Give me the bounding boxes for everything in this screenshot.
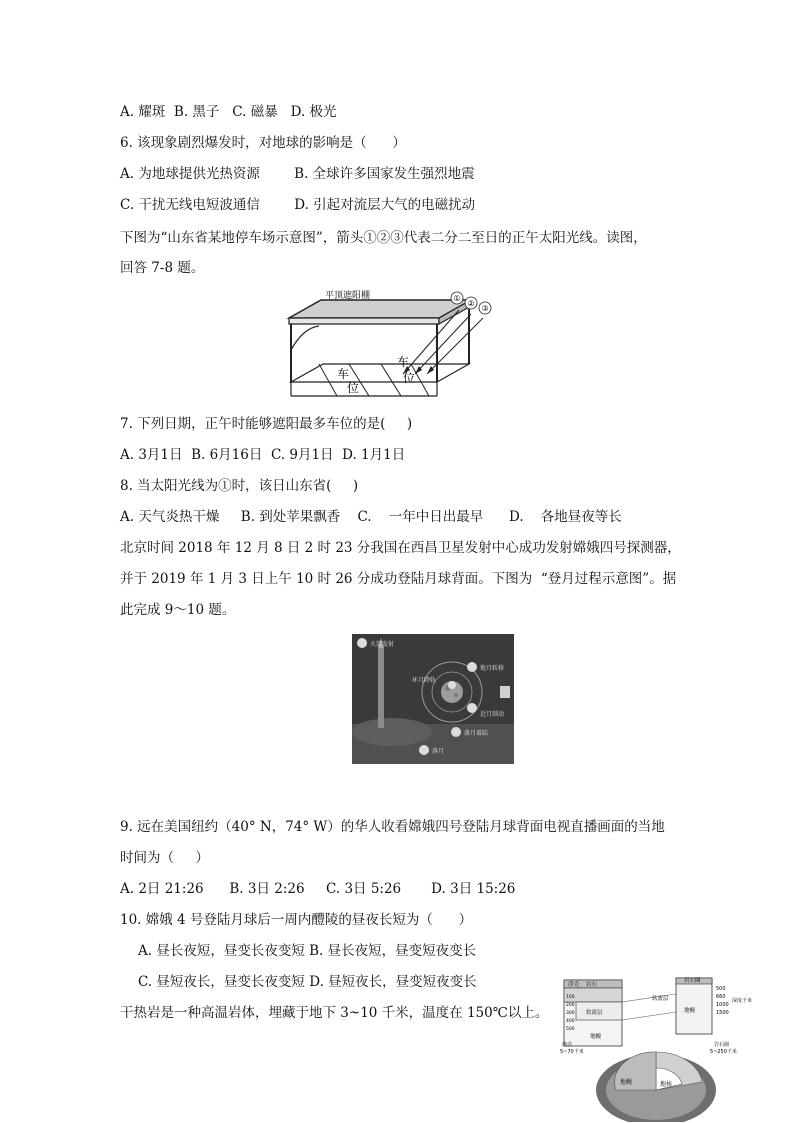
q10-stem: 10. 嫦娥 4 号登陆月球后一周内醴陵的昼夜长短为（ ） bbox=[120, 912, 473, 928]
intro-9-10-line2: 并于 2019 年 1 月 3 日上午 10 时 26 分成功登陆月球背面。下图为 “登月过程示意图”。据 bbox=[120, 571, 677, 587]
earth-rock-top: 岩石 bbox=[586, 982, 598, 988]
q9-stem-line1: 9. 远在美国纽约（40° N，74° W）的华人收看嫦娥四号登陆月球背面电视直播画面的当地 bbox=[120, 819, 665, 835]
moon-step5: 落月着陆 bbox=[464, 730, 489, 737]
left-val-2: 300 bbox=[566, 1011, 575, 1016]
earth-lith-label: 岩石圈 bbox=[684, 978, 701, 984]
roof-label: 平顶遮阳棚 bbox=[325, 291, 371, 301]
earth-asth-2: 软流层 bbox=[586, 1010, 603, 1016]
q7-stem: 7. 下列日期，正午时能够遮阳最多车位的是( ) bbox=[120, 416, 413, 432]
crust-note-1: 地壳 bbox=[562, 1042, 573, 1048]
moon-step4: 近月制动 bbox=[480, 711, 505, 718]
arrow-label-3: ③ bbox=[481, 304, 489, 313]
sphere-core: 地核 bbox=[660, 1081, 673, 1088]
moon-step1: 火箭发射 bbox=[370, 641, 395, 648]
depth-label: 深度千米 bbox=[732, 998, 753, 1004]
q6-options-cd: C. 干扰无线电短波通信 D. 引起对流层大气的电磁扰动 bbox=[120, 197, 476, 213]
hot-dry-rock-text: 干热岩是一种高温岩体，埋藏于地下 3~10 千米，温度在 150℃以上。 bbox=[120, 1005, 549, 1021]
earth-crust-top: 浮壳 bbox=[568, 982, 580, 988]
intro-7-8-line2: 回答 7-8 题。 bbox=[120, 260, 205, 276]
left-val-1: 200 bbox=[566, 1003, 575, 1008]
lith-note-1: 岩石圈 bbox=[714, 1042, 730, 1048]
left-val-4: 500 bbox=[566, 1027, 575, 1032]
slot-label-b2: 位 bbox=[403, 371, 416, 385]
q10-options-ab: A. 昼长夜短，昼变长夜变短 B. 昼长夜短，昼变短夜变长 bbox=[138, 943, 477, 959]
moon-step6: 落月 bbox=[432, 748, 445, 755]
left-val-3: 400 bbox=[566, 1019, 575, 1024]
depth-val-2: 1000 bbox=[716, 1002, 729, 1008]
arrow-label-1: ① bbox=[453, 294, 461, 303]
q7-options: A. 3月1日 B. 6月16日 C. 9月1日 D. 1月1日 bbox=[120, 447, 406, 463]
intro-7-8-line1: 下图为“山东省某地停车场示意图”，箭头①②③代表二分二至日的正午太阳光线。读图， bbox=[120, 230, 647, 246]
left-val-0: 100 bbox=[566, 995, 575, 1000]
slot-label-a2: 车 bbox=[397, 355, 410, 369]
depth-val-1: 660 bbox=[716, 994, 726, 1000]
arrow-label-2: ② bbox=[467, 299, 475, 308]
moon-step3: 地月转移 bbox=[480, 665, 505, 672]
q6-options-ab: A. 为地球提供光热资源 B. 全球许多国家发生强烈地震 bbox=[120, 166, 475, 182]
earth-asth: 软流层 bbox=[652, 996, 669, 1002]
lith-note-2: 5~250千米 bbox=[710, 1049, 737, 1055]
slot-label-b1: 位 bbox=[347, 381, 360, 395]
slot-label-a1: 车 bbox=[337, 367, 350, 381]
parking-lot-figure bbox=[285, 290, 505, 402]
q9-options: A. 2日 21:26 B. 3日 2:26 C. 3日 5:26 D. 3日 15:26 bbox=[120, 881, 516, 897]
q6-stem: 6. 该现象剧烈爆发时，对地球的影响是（ ） bbox=[120, 135, 406, 151]
depth-val-3: 1500 bbox=[716, 1010, 729, 1016]
q8-options: A. 天气炎热干燥 B. 到处苹果飘香 C. 一年中日出最早 D. 各地昼夜等长 bbox=[120, 509, 622, 525]
intro-9-10-line1: 北京时间 2018 年 12 月 8 日 2 时 23 分我国在西昌卫星发射中心成功发射嫦娥四号探测器， bbox=[120, 540, 681, 556]
q8-stem: 8. 当太阳光线为①时，该日山东省( ) bbox=[120, 478, 359, 494]
q10-options-cd: C. 昼短夜长，昼变长夜变短 D. 昼短夜长，昼变短夜变长 bbox=[138, 974, 477, 990]
q5-options: A. 耀斑 B. 黑子 C. 磁暴 D. 极光 bbox=[120, 104, 337, 120]
sphere-mantle: 地幔 bbox=[620, 1079, 633, 1086]
earth-structure-figure bbox=[556, 972, 756, 1122]
earth-mantle-top: 地幔 bbox=[684, 1008, 696, 1014]
crust-note-2: 5~70千米 bbox=[560, 1049, 584, 1055]
intro-9-10-line3: 此完成 9～10 题。 bbox=[120, 602, 236, 618]
depth-val-0: 500 bbox=[716, 986, 726, 992]
moon-landing-figure bbox=[352, 634, 514, 764]
moon-step2: 环月降轨 bbox=[412, 677, 437, 684]
earth-mantle-block: 地幔 bbox=[590, 1034, 602, 1040]
q9-stem-line2: 时间为（ ） bbox=[120, 850, 209, 866]
